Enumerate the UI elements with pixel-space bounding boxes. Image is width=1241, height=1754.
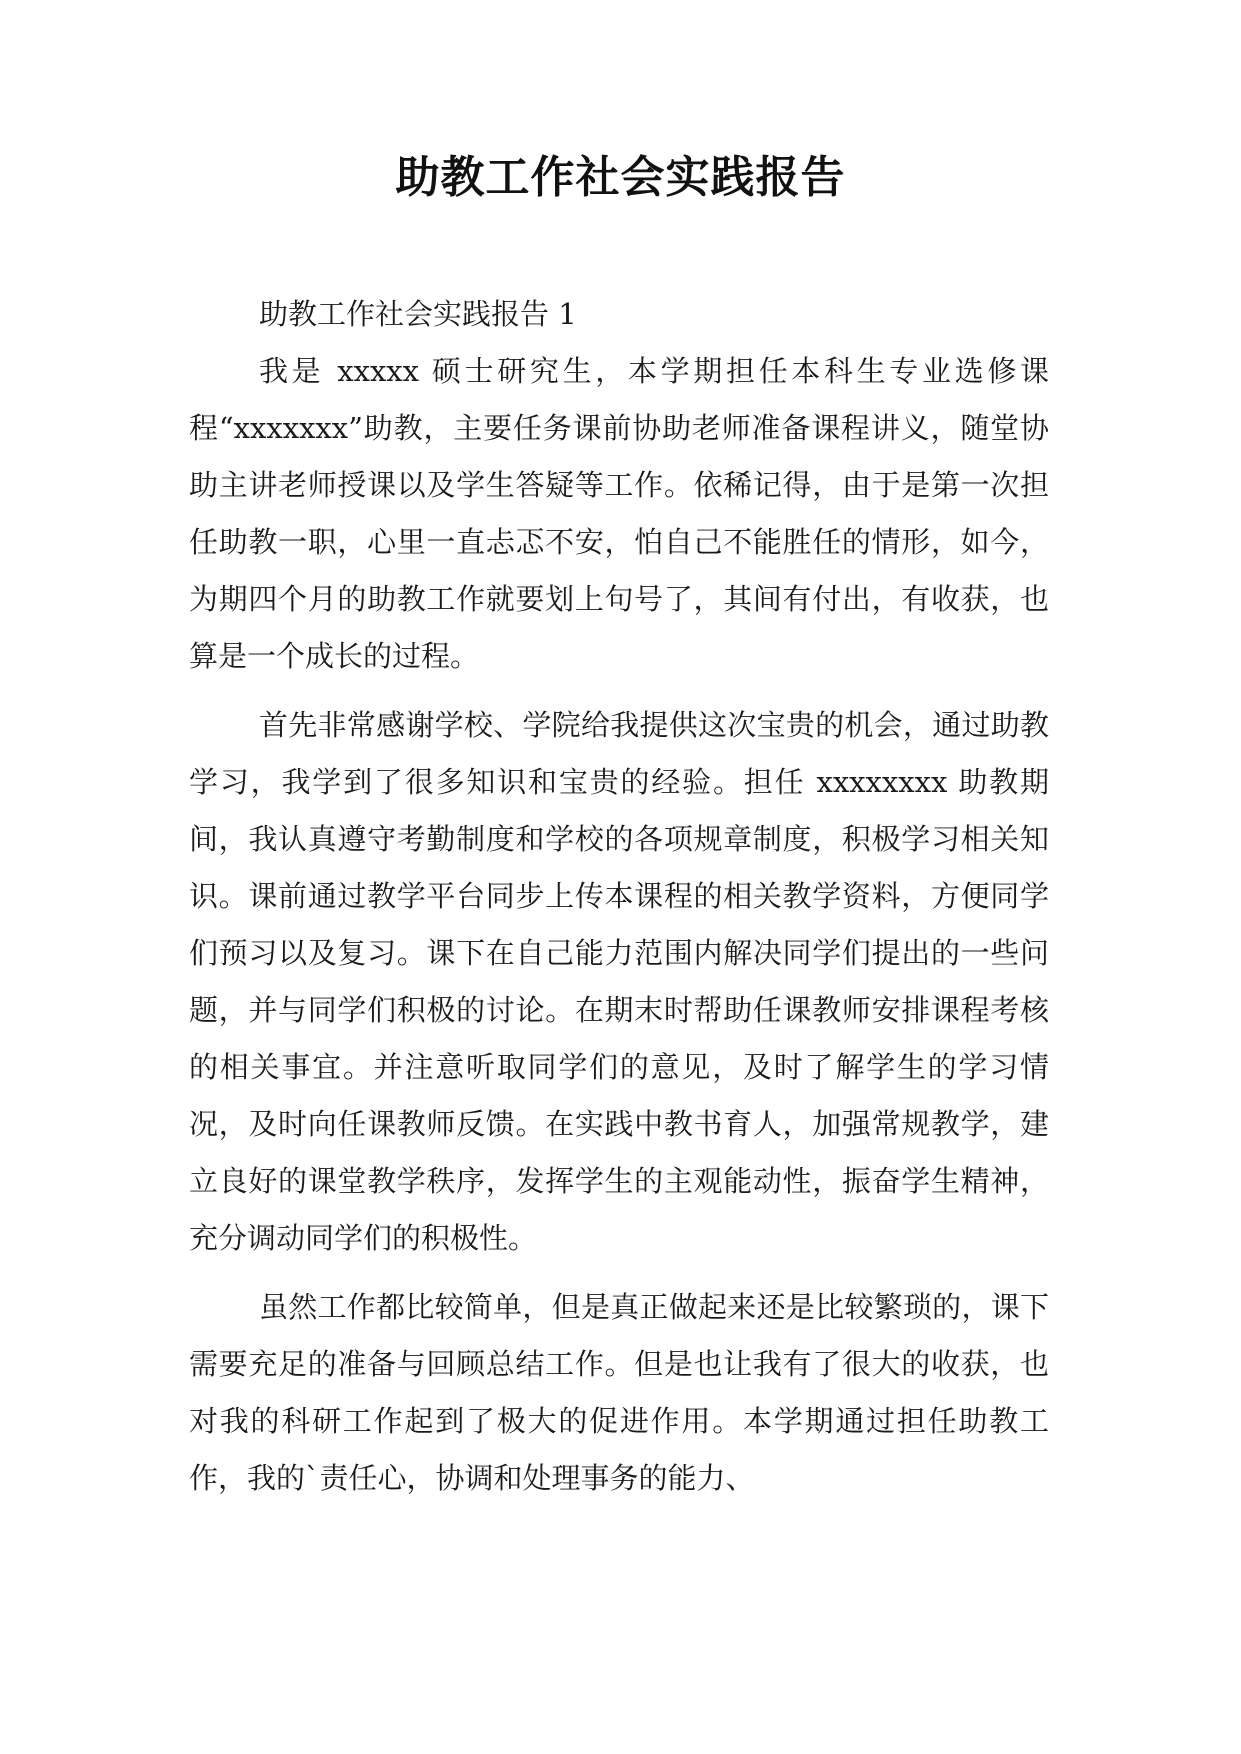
document-body <box>189 286 1049 1507</box>
section-heading: 助教工作社会实践报告 1 <box>259 297 577 331</box>
document-title: 助教工作社会实践报告 <box>395 152 846 203</box>
paragraph-2: 首先非常感谢学校、学院给我提供这次宝贵的机会，通过助教学习，我学到了很多知识和宝贵的经验。担任 xxxxxxxx 助教期间，我认真遵守考勤制度和学校的各项规章制度，积极学习相关知识。课前通过教学平台同步上传本课程的相关教学资料，方便同学们预习以及复习。课下在自己能力范围内解决同学们提出的一些问题，并与同学们积极的讨论。在期末时帮助任课教师安排课程考核的相关事宜。并注意听取同学们的意见，及时了解学生的学习情况，及时向任课教师反馈。在实践中教书育人，加强常规教学，建立良好的课堂教学秩序，发挥学生的主观能动性，振奋学生精神，充分调动同学们的积极性。 <box>189 708 1049 1255</box>
paragraph-3: 虽然工作都比较简单，但是真正做起来还是比较繁琐的，课下需要充足的准备与回顾总结工作。但是也让我有了很大的收获，也对我的科研工作起到了极大的促进作用。本学期通过担任助教工作，我的`责任心，协调和处理事务的能力、 <box>189 1290 1049 1495</box>
paragraph-1: 我是 xxxxx 硕士研究生，本学期担任本科生专业选修课程“xxxxxxx”助教，主要任务课前协助老师准备课程讲义，随堂协助主讲老师授课以及学生答疑等工作。依稀记得，由于是第一次担任助教一职，心里一直忐忑不安，怕自己不能胜任的情形，如今，为期四个月的助教工作就要划上句号了，其间有付出，有收获，也算是一个成长的过程。 <box>189 354 1049 673</box>
